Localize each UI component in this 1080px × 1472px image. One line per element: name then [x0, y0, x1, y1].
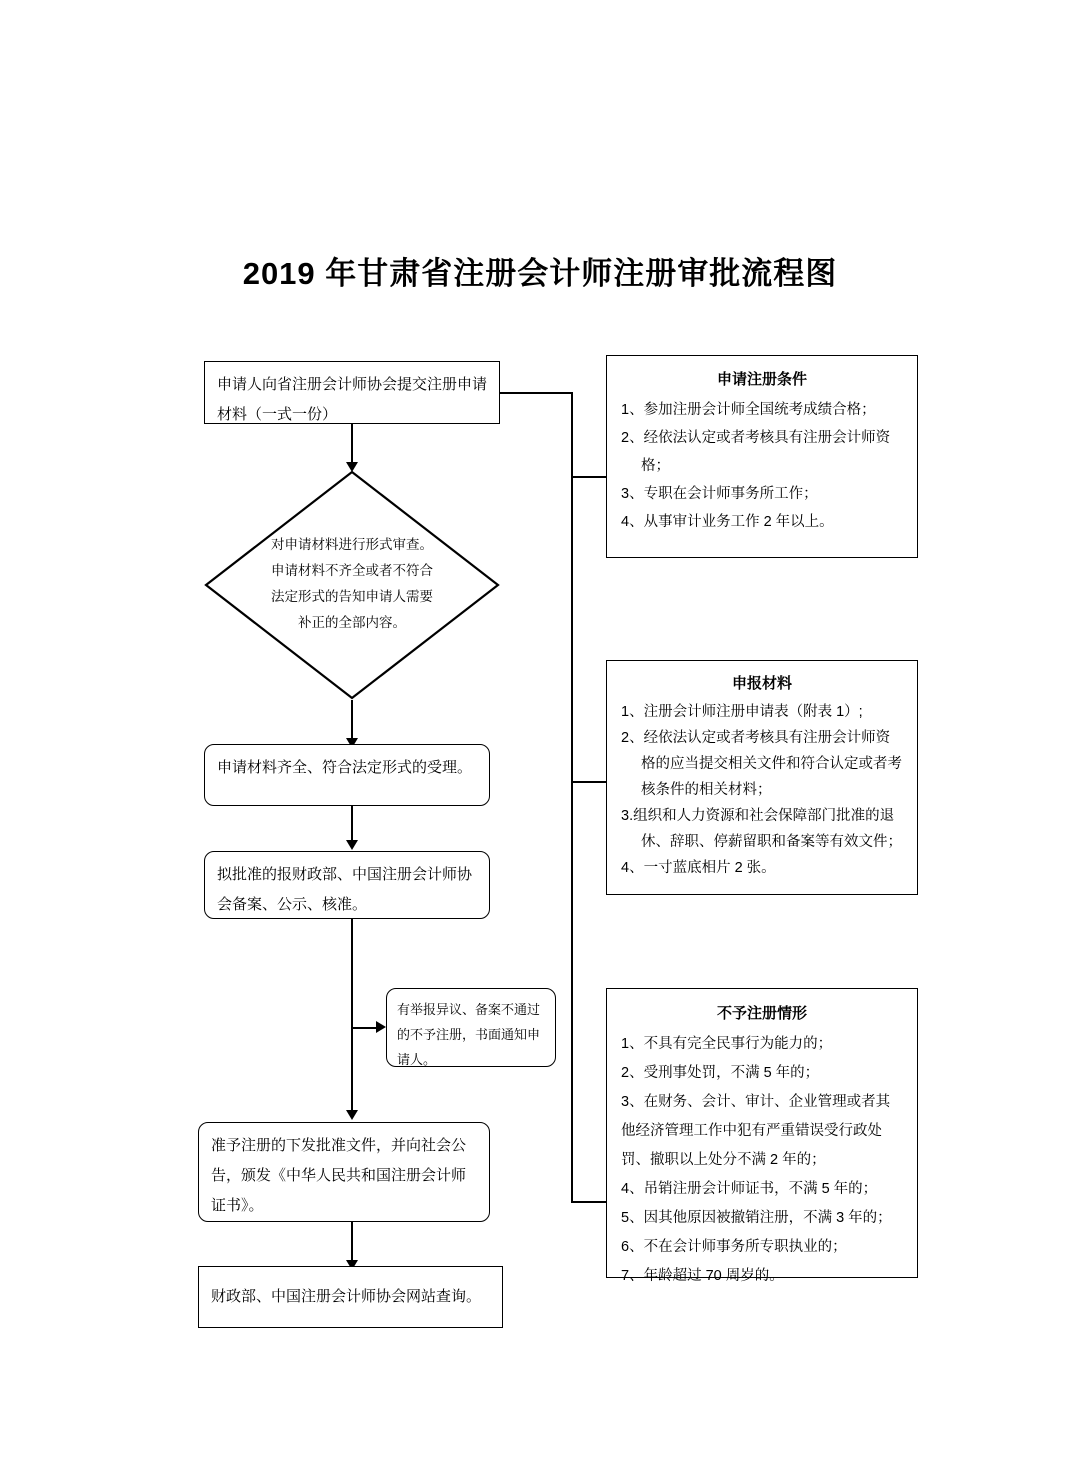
arrow-accept-to-approval	[346, 840, 358, 850]
list-item: 7、年龄超过 70 周岁的。	[621, 1268, 784, 1284]
connector-trunk-to-refusal	[571, 1201, 607, 1203]
flow-step-submit-application	[204, 361, 500, 424]
list-item: 3、专职在会计师事务所工作；	[621, 486, 818, 502]
connector-step1-to-right-trunk	[500, 392, 572, 394]
flow-note-refusal-notice	[386, 988, 556, 1067]
flow-step-grant-certificate	[198, 1122, 490, 1222]
flow-step-accept-materials-label: 申请材料齐全、符合法定形式的受理。	[217, 759, 473, 776]
list-item: 3.组织和人力资源和社会保障部门批准的退休、辞职、停薪留职和备案等有效文件；	[621, 808, 902, 850]
flow-step-website-query	[198, 1266, 503, 1328]
panel-refusal-cases-list	[621, 1030, 903, 1291]
list-item: 4、吊销注册会计师证书，不满 5 年的；	[621, 1181, 878, 1197]
list-item: 2、受刑事处罚，不满 5 年的；	[621, 1065, 820, 1081]
flow-decision-form-review	[204, 470, 500, 700]
list-item: 1、注册会计师注册申请表（附表 1）;	[621, 704, 863, 720]
connector-right-trunk	[571, 392, 573, 1202]
flow-step-accept-materials	[204, 744, 490, 806]
panel-application-materials-list	[621, 699, 903, 881]
list-item: 1、不具有完全民事行为能力的；	[621, 1036, 833, 1052]
list-item: 1、参加注册会计师全国统考成绩合格；	[621, 402, 876, 418]
panel-refusal-cases-title: 不予注册情形	[716, 1005, 807, 1022]
list-item: 5、因其他原因被撤销注册，不满 3 年的；	[621, 1210, 892, 1226]
flow-decision-form-review-label: 对申请材料进行形式审查。申请材料不齐全或者不符合法定形式的告知申请人需要补正的全部内容。	[270, 537, 433, 631]
flow-step-website-query-label: 财政部、中国注册会计师协会网站查询。	[211, 1288, 482, 1305]
panel-application-materials	[606, 660, 918, 895]
list-item: 2、经依法认定或者考核具有注册会计师资格；	[621, 430, 891, 474]
list-item: 4、一寸蓝底相片 2 张。	[621, 860, 776, 876]
flow-step-submit-application-label: 申请人向省注册会计师协会提交注册申请材料（一式一份）	[217, 376, 488, 423]
connector-trunk-to-conditions	[571, 476, 607, 478]
arrow-to-note	[376, 1021, 386, 1033]
page-title: 2019 年甘肃省注册会计师注册审批流程图	[242, 256, 838, 291]
flow-step-report-approval	[204, 851, 490, 919]
connector-to-note	[351, 1027, 379, 1029]
panel-refusal-cases	[606, 988, 918, 1284]
list-item: 2、经依法认定或者考核具有注册会计师资格的应当提交相关文件和符合认定或者考核条件的相关材料；	[621, 730, 902, 798]
connector-approval-to-register	[351, 919, 353, 1112]
panel-registration-conditions	[606, 355, 918, 558]
panel-registration-conditions-title: 申请注册条件	[716, 371, 807, 388]
list-item: 3、在财务、会计、审计、企业管理或者其他经济管理工作中犯有严重错误受行政处罚、撤职以上处分不满 2 年的；	[621, 1094, 891, 1168]
panel-application-materials-title: 申报材料	[731, 675, 792, 692]
flow-note-refusal-notice-label: 有举报异议、备案不通过的不予注册，书面通知申请人。	[397, 1002, 541, 1067]
panel-registration-conditions-list	[621, 396, 903, 536]
connector-trunk-to-materials	[571, 781, 607, 783]
flow-step-report-approval-label: 拟批准的报财政部、中国注册会计师协会备案、公示、核准。	[217, 866, 473, 913]
list-item: 6、不在会计师事务所专职执业的；	[621, 1239, 847, 1255]
arrow-approval-to-register	[346, 1110, 358, 1120]
list-item: 4、从事审计业务工作 2 年以上。	[621, 514, 834, 530]
flow-step-grant-certificate-label: 准予注册的下发批准文件，并向社会公告，颁发《中华人民共和国注册会计师证书》。	[211, 1137, 467, 1214]
